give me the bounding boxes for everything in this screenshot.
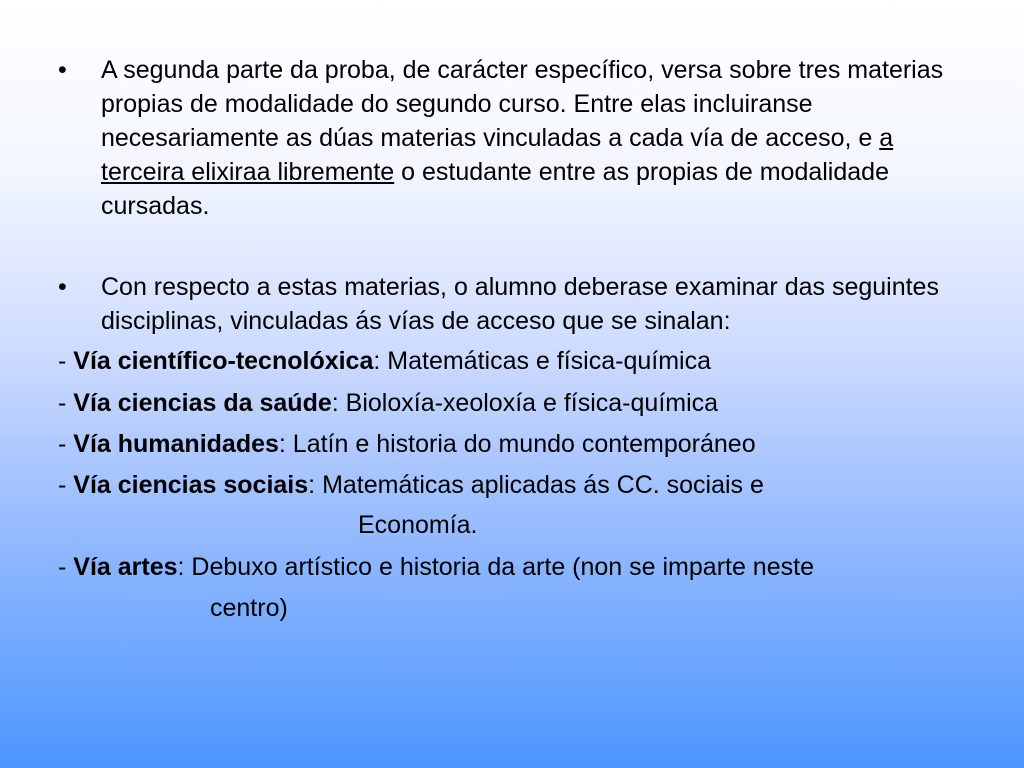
via-line [58,427,756,461]
bullet-item [58,270,958,338]
via-continuation: centro) [210,594,288,622]
via-prefix: - [58,430,74,458]
via-name: Vía ciencias da saúde [73,389,332,417]
via-line [58,386,718,420]
bullet-marker: • [58,273,67,301]
via-prefix: - [58,347,74,375]
via-line [58,550,814,584]
via-line [58,468,764,502]
via-line [58,344,711,378]
via-prefix: - [58,553,74,581]
bullet-item [58,53,958,223]
bullet-marker: • [58,56,67,84]
via-prefix: - [58,389,74,417]
bullet-text-part: A segunda parte da proba, de carácter específico, versa sobre tres materias propias de modalidade do segundo curso. Entre elas incluiranse necesariamente as dúas materias vinculadas a cada vía de acceso, e [101,56,944,152]
bullet-text-part: o estudante entre as propias de modalidade cursadas. [101,158,889,220]
via-name: Vía científico-tecnolóxica [73,347,374,375]
via-subjects: : Matemáticas aplicadas ás CC. sociais e [308,471,764,499]
bullet-text: Con respecto a estas materias, o alumno deberase examinar das seguintes disciplinas, vinculadas ás vías de acceso que se sinalan: [101,273,939,335]
underlined-text: a terceira elixiraa libremente [101,124,894,186]
via-subjects: : Latín e historia do mundo contemporáneo [278,430,756,458]
via-prefix: - [58,471,74,499]
via-name: Vía ciencias sociais [73,471,309,499]
via-subjects: : Bioloxía-xeoloxía e física-química [331,389,719,417]
via-continuation: Economía. [358,511,478,539]
via-subjects: : Debuxo artístico e historia da arte (non se imparte neste [177,553,814,581]
bullet-text [101,53,961,223]
via-name: Vía humanidades [73,430,279,458]
via-name: Vía artes [73,553,178,581]
via-subjects: : Matemáticas e física-química [373,347,711,375]
